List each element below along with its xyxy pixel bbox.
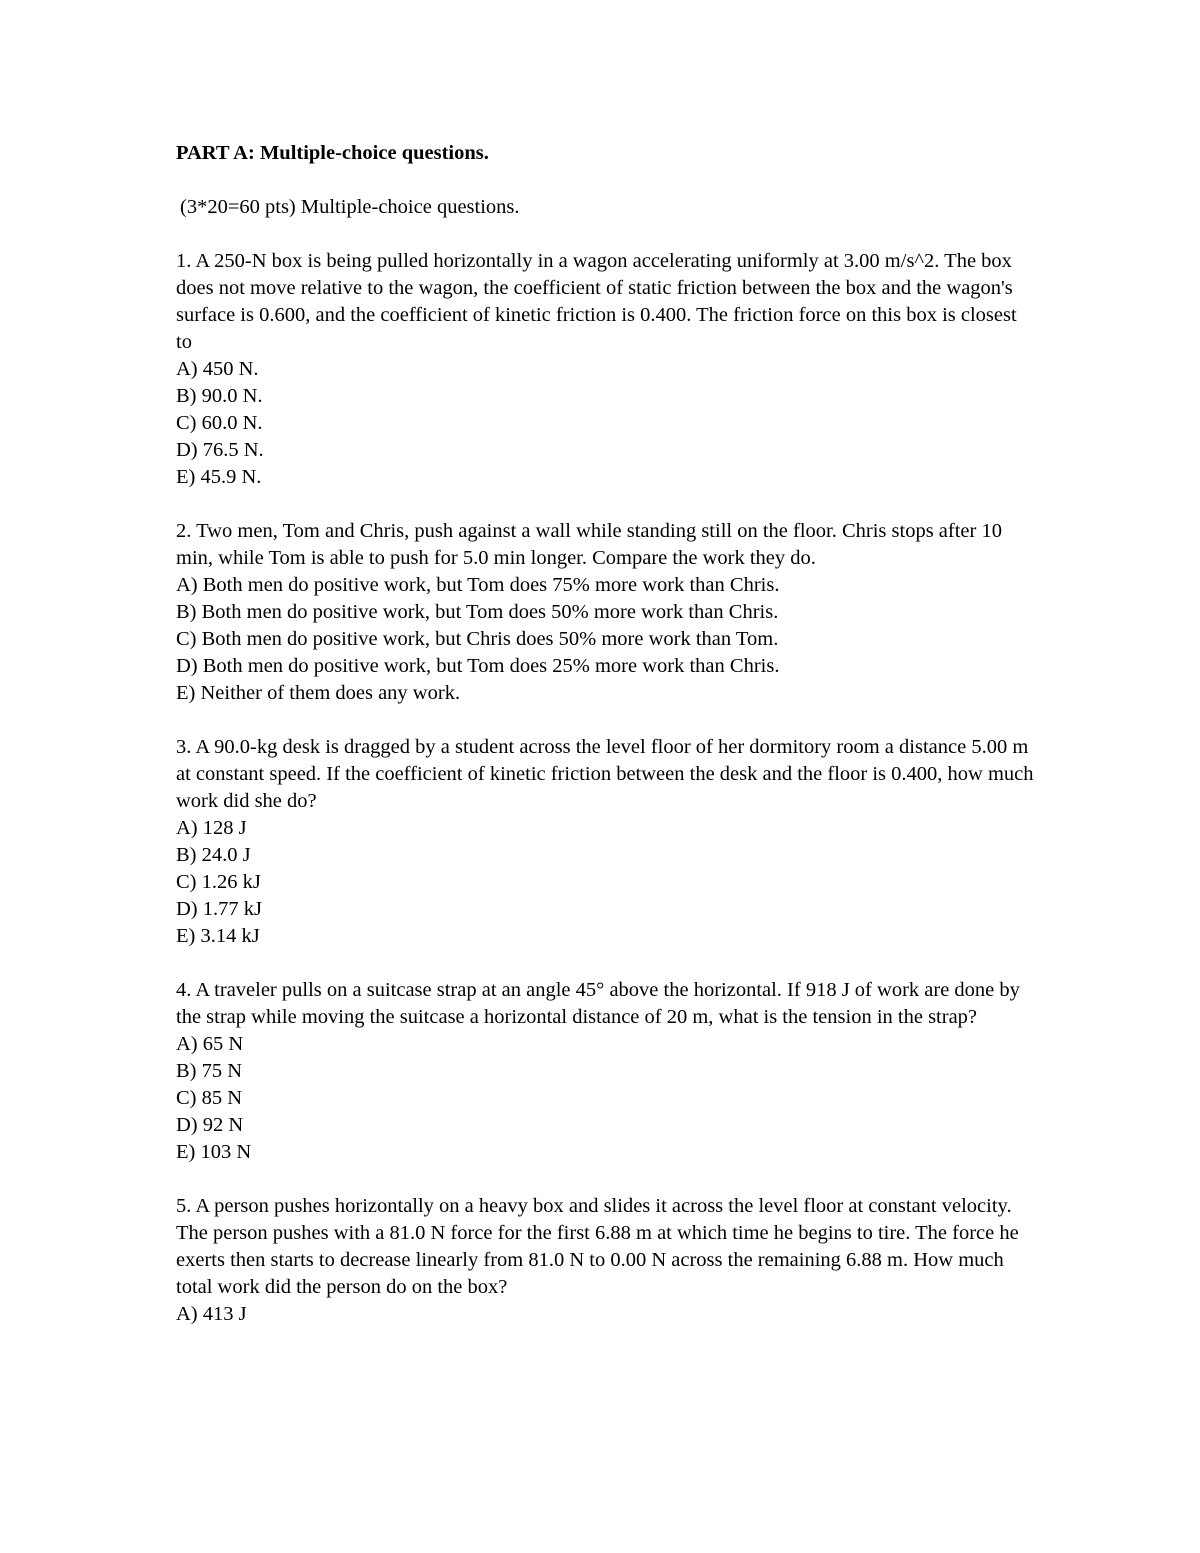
- answer-options: [176, 815, 1036, 950]
- question-stem: 3. A 90.0-kg desk is dragged by a student across the level floor of her dormitory room a distance 5.00 m at constant speed. If the coefficient of kinetic friction between the desk and the floor is 0.400, how much work did she do?: [176, 736, 1034, 812]
- answer-options: [176, 1031, 1036, 1166]
- answer-option: A) 65 N: [176, 1033, 244, 1055]
- answer-option: C) 1.26 kJ: [176, 871, 261, 893]
- answer-option: D) 92 N: [176, 1114, 244, 1136]
- answer-options: [176, 356, 1036, 491]
- question-4: [176, 977, 1036, 1166]
- question-stem: 5. A person pushes horizontally on a heavy box and slides it across the level floor at constant velocity. The person pushes with a 81.0 N force for the first 6.88 m at which time he begins to tire. The force he exerts then starts to decrease linearly from 81.0 N to 0.00 N across the remaining 6.88 m. How much total work did the person do on the box?: [176, 1195, 1019, 1298]
- answer-options: [176, 572, 1036, 707]
- answer-option: D) 76.5 N.: [176, 439, 264, 461]
- question-2: [176, 518, 1036, 707]
- document-page: [176, 140, 1036, 1328]
- answer-option: B) 90.0 N.: [176, 385, 263, 407]
- part-heading: PART A: Multiple-choice questions.: [176, 142, 489, 164]
- answer-option: A) 450 N.: [176, 358, 259, 380]
- answer-option: B) Both men do positive work, but Tom does 50% more work than Chris.: [176, 601, 779, 623]
- answer-option: E) 45.9 N.: [176, 466, 262, 488]
- answer-options: [176, 1301, 1036, 1328]
- answer-option: A) 128 J: [176, 817, 247, 839]
- question-stem: 1. A 250-N box is being pulled horizontally in a wagon accelerating uniformly at 3.00 m/s^2. The box does not move relative to the wagon, the coefficient of static friction between the box and the wagon's surface is 0.600, and the coefficient of kinetic friction is 0.400. The friction force on this box is closest to: [176, 250, 1017, 353]
- answer-option: A) 413 J: [176, 1303, 247, 1325]
- question-stem: 2. Two men, Tom and Chris, push against a wall while standing still on the floor. Chris stops after 10 min, while Tom is able to push for 5.0 min longer. Compare the work they do.: [176, 520, 1002, 569]
- answer-option: E) Neither of them does any work.: [176, 682, 461, 704]
- answer-option: B) 24.0 J: [176, 844, 251, 866]
- answer-option: D) Both men do positive work, but Tom does 25% more work than Chris.: [176, 655, 780, 677]
- answer-option: C) Both men do positive work, but Chris does 50% more work than Tom.: [176, 628, 779, 650]
- answer-option: A) Both men do positive work, but Tom does 75% more work than Chris.: [176, 574, 780, 596]
- answer-option: E) 3.14 kJ: [176, 925, 260, 947]
- question-stem: 4. A traveler pulls on a suitcase strap at an angle 45° above the horizontal. If 918 J of work are done by the strap while moving the suitcase a horizontal distance of 20 m, what is the tension in the strap?: [176, 979, 1020, 1028]
- answer-option: D) 1.77 kJ: [176, 898, 262, 920]
- answer-option: B) 75 N: [176, 1060, 243, 1082]
- question-3: [176, 734, 1036, 950]
- question-1: [176, 248, 1036, 491]
- section-intro: (3*20=60 pts) Multiple-choice questions.: [180, 196, 520, 218]
- answer-option: C) 60.0 N.: [176, 412, 263, 434]
- answer-option: C) 85 N: [176, 1087, 243, 1109]
- question-5: [176, 1193, 1036, 1328]
- answer-option: E) 103 N: [176, 1141, 252, 1163]
